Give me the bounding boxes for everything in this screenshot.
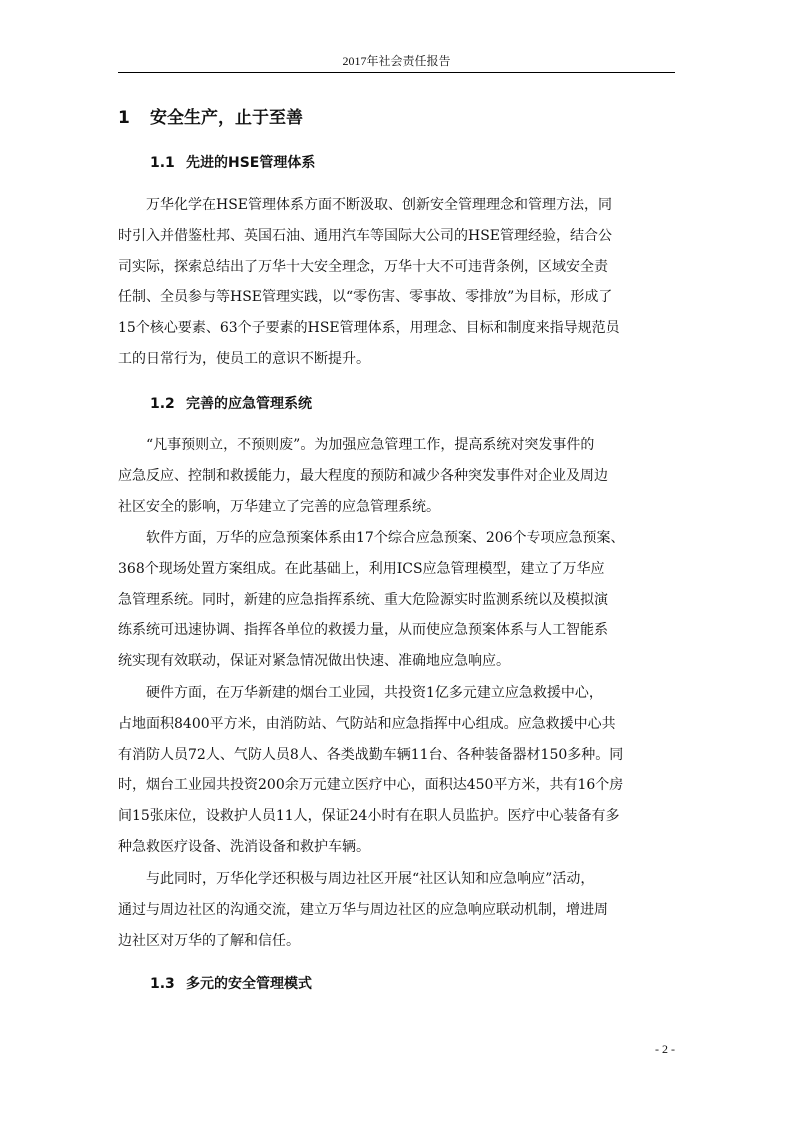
text-line: 万华化学在HSE管理体系方面不断汲取、创新安全管理理念和管理方法，同 bbox=[146, 197, 613, 213]
paragraph-hardware bbox=[118, 678, 675, 863]
page-header: 2017年社会责任报告 bbox=[342, 54, 451, 68]
page-number: - 2 - bbox=[655, 1042, 675, 1056]
section-number: 1.1 bbox=[150, 155, 175, 171]
text-line: 368个现场处置方案组成。在此基础上，利用ICS应急管理模型，建立了万华应 bbox=[118, 560, 605, 577]
text-line: 硬件方面，在万华新建的烟台工业园，共投资1亿多元建立应急救援中心， bbox=[146, 685, 603, 701]
text-line: 有消防人员72人、气防人员8人、各类战勤车辆11台、各种装备器材150多种。同 bbox=[118, 746, 624, 763]
text-line: 统实现有效联动，保证对紧急情况做出快速、准确地应急响应。 bbox=[118, 653, 510, 670]
text-line: 占地面积8400平方米，由消防站、气防站和应急指挥中心组成。应急救援中心共 bbox=[118, 715, 616, 732]
text-line: 应急反应、控制和救援能力，最大程度的预防和减少各种突发事件对企业及周边 bbox=[118, 467, 608, 484]
paragraph-software bbox=[118, 523, 675, 677]
section-heading-1-1 bbox=[150, 152, 315, 174]
text-line: 社区安全的影响，万华建立了完善的应急管理系统。 bbox=[118, 498, 440, 515]
text-line: 软件方面，万华的应急预案体系由17个综合应急预案、206个专项应急预案、 bbox=[146, 530, 625, 546]
text-line: 边社区对万华的了解和信任。 bbox=[118, 932, 300, 949]
text-line: 与此同时，万华化学还积极与周边社区开展“社区认知和应急响应”活动， bbox=[146, 871, 595, 887]
paragraph-hse bbox=[118, 190, 675, 375]
text-line: 司实际，探索总结出了万华十大安全理念，万华十大不可违背条例，区域安全责 bbox=[118, 258, 608, 275]
text-line: 时引入并借鉴杜邦、英国石油、通用汽车等国际大公司的HSE管理经验，结合公 bbox=[118, 227, 613, 244]
header-divider bbox=[118, 72, 675, 73]
text-line: 15个核心要素、63个子要素的HSE管理体系，用理念、目标和制度来指导规范员 bbox=[118, 320, 620, 337]
text-line: 急管理系统。同时，新建的应急指挥系统、重大危险源实时监测系统以及模拟演 bbox=[118, 591, 608, 608]
text-line: 练系统可迅速协调、指挥各单位的救援力量，从而使应急预案体系与人工智能系 bbox=[118, 622, 608, 639]
chapter-heading bbox=[118, 105, 303, 131]
chapter-number: 1 bbox=[118, 108, 130, 128]
section-title: 完善的应急管理系统 bbox=[186, 396, 312, 412]
text-line: 通过与周边社区的沟通交流，建立万华与周边社区的应急响应联动机制，增进周 bbox=[118, 901, 608, 918]
section-heading-1-2 bbox=[150, 393, 312, 415]
chapter-title: 安全生产，止于至善 bbox=[150, 108, 303, 128]
text-line: “凡事预则立，不预则废”。为加强应急管理工作，提高系统对突发事件的 bbox=[146, 437, 595, 453]
paragraph-community bbox=[118, 864, 675, 956]
text-line: 时，烟台工业园共投资200余万元建立医疗中心，面积达450平方米，共有16个房 bbox=[118, 777, 624, 794]
section-title: 多元的安全管理模式 bbox=[186, 976, 312, 992]
paragraph-emergency-intro bbox=[118, 430, 675, 522]
text-line: 间15张床位，设救护人员11人，保证24小时有在职人员监护。医疗中心装备有多 bbox=[118, 808, 620, 825]
text-line: 种急救医疗设备、洗消设备和救护车辆。 bbox=[118, 838, 370, 855]
text-line: 任制、全员参与等HSE管理实践，以“零伤害、零事故、零排放”为目标，形成了 bbox=[118, 289, 613, 306]
section-heading-1-3 bbox=[150, 973, 312, 995]
section-number: 1.3 bbox=[150, 976, 175, 992]
text-line: 工的日常行为，使员工的意识不断提升。 bbox=[118, 350, 370, 367]
section-title: 先进的HSE管理体系 bbox=[186, 155, 316, 171]
section-number: 1.2 bbox=[150, 396, 175, 412]
